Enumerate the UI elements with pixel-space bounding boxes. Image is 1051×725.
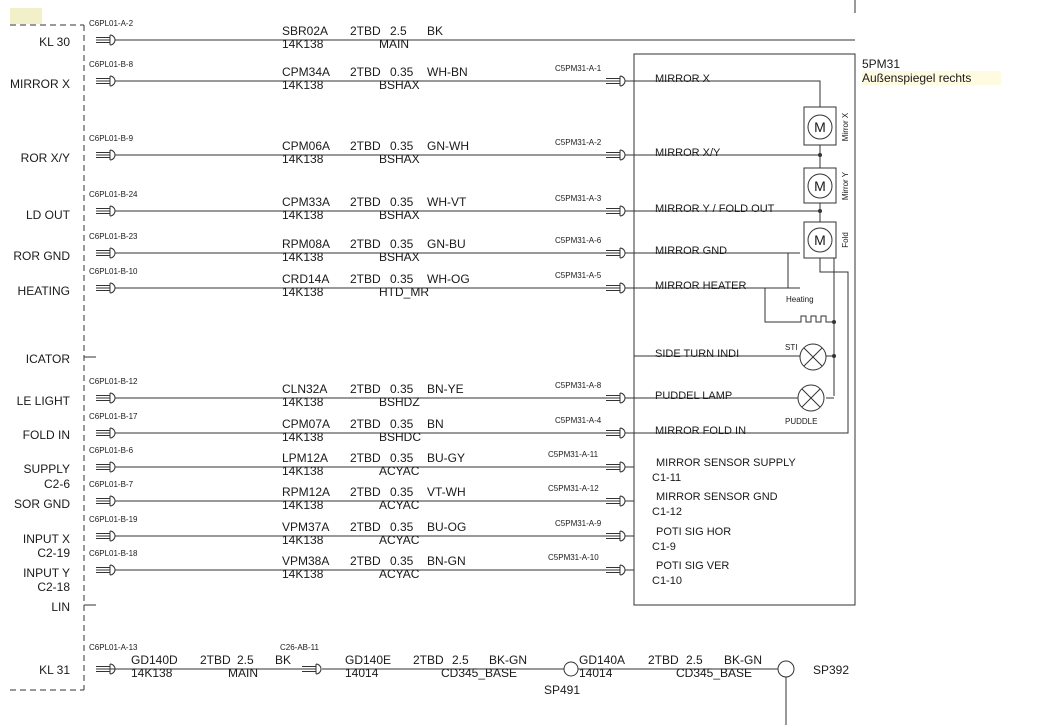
pin-label: C6PL01-B-24 bbox=[89, 190, 138, 199]
connector-icon bbox=[606, 393, 625, 403]
left-label: HEATING bbox=[17, 284, 70, 298]
ground-color-1: BK bbox=[275, 653, 292, 667]
motor-label: Mirror Y bbox=[841, 171, 850, 201]
connector-icon bbox=[606, 565, 625, 575]
remote-pin-label: C5PM31-A-8 bbox=[555, 381, 602, 390]
function-label: POTI SIG VER bbox=[656, 560, 730, 572]
gauge-label: 2TBD bbox=[350, 554, 381, 568]
motor-fold bbox=[804, 222, 850, 258]
left-label: ROR GND bbox=[13, 249, 70, 263]
ground-harness-3: 14014 bbox=[579, 666, 613, 680]
pin-label: C6PL01-A-2 bbox=[89, 19, 134, 28]
wire-row bbox=[89, 515, 731, 553]
pin-label: C6PL01-B-17 bbox=[89, 412, 138, 421]
connector-icon bbox=[96, 150, 115, 160]
ground-harness-2: 14014 bbox=[345, 666, 379, 680]
size-label: 0.35 bbox=[390, 451, 414, 465]
ground-circuit-2: GD140E bbox=[345, 653, 392, 667]
bundle-label: BSHDZ bbox=[379, 395, 420, 409]
ground-harness-1: 14K138 bbox=[131, 666, 173, 680]
connector-icon bbox=[96, 496, 115, 506]
motor-mirror-x bbox=[804, 107, 850, 145]
size-label: 0.35 bbox=[390, 139, 414, 153]
wire-row bbox=[89, 480, 778, 518]
motor-symbol: M bbox=[814, 232, 826, 248]
function-label: MIRROR GND bbox=[655, 245, 728, 257]
ground-color-2: BK-GN bbox=[489, 653, 528, 667]
function-label: MIRROR SENSOR GND bbox=[656, 491, 778, 503]
left-label: KL 31 bbox=[39, 663, 70, 677]
ground-pin-1: C6PL01-A-13 bbox=[89, 643, 138, 652]
bundle-label: ACYAC bbox=[379, 533, 420, 547]
pin-label: C6PL01-B-10 bbox=[89, 267, 138, 276]
connector-icon bbox=[96, 248, 115, 258]
size-label: 0.35 bbox=[390, 485, 414, 499]
harness-label: 14K138 bbox=[282, 430, 324, 444]
harness-label: 14K138 bbox=[282, 78, 324, 92]
splice-sp392-label: SP392 bbox=[813, 663, 850, 677]
circuit-label: VPM37A bbox=[282, 520, 330, 534]
circuit-label: CPM34A bbox=[282, 65, 331, 79]
bundle-label: BSHDC bbox=[379, 430, 422, 444]
connector-icon bbox=[606, 283, 625, 293]
function-label: POTI SIG HOR bbox=[656, 526, 732, 538]
ground-size-2: 2.5 bbox=[452, 653, 469, 667]
connector-icon bbox=[96, 206, 115, 216]
wire-row bbox=[89, 412, 800, 444]
size-label: 0.35 bbox=[390, 272, 414, 286]
splice-sp392-icon bbox=[778, 661, 794, 677]
connector-icon bbox=[606, 206, 625, 216]
harness-label: 14K138 bbox=[282, 395, 324, 409]
connector-icon bbox=[96, 462, 115, 472]
left-label: SUPPLY bbox=[23, 462, 70, 476]
color-label: BK bbox=[427, 24, 444, 38]
ground-bundle-2: CD345_BASE bbox=[441, 666, 518, 680]
pin-label: C6PL01-B-12 bbox=[89, 377, 138, 386]
function-label: MIRROR X/Y bbox=[655, 147, 721, 159]
circuit-label: CPM06A bbox=[282, 139, 331, 153]
remote-pin-label: C5PM31-A-9 bbox=[555, 519, 602, 528]
wire-row bbox=[89, 60, 800, 92]
gauge-label: 2TBD bbox=[350, 65, 381, 79]
pin-label: C6PL01-B-19 bbox=[89, 515, 138, 524]
function-sub-label: C1-11 bbox=[652, 472, 682, 484]
circuit-label: CLN32A bbox=[282, 382, 328, 396]
connector-icon bbox=[606, 531, 625, 541]
circuit-label: RPM08A bbox=[282, 237, 331, 251]
size-label: 0.35 bbox=[390, 382, 414, 396]
harness-label: 14K138 bbox=[282, 498, 324, 512]
color-label: BU-OG bbox=[427, 520, 467, 534]
size-label: 0.35 bbox=[390, 554, 414, 568]
bundle-label: HTD_MR bbox=[379, 285, 429, 299]
remote-pin-label: C5PM31-A-4 bbox=[555, 416, 602, 425]
gauge-label: 2TBD bbox=[350, 382, 381, 396]
circuit-label: CRD14A bbox=[282, 272, 330, 286]
gauge-label: 2TBD bbox=[350, 24, 381, 38]
color-label: WH-VT bbox=[427, 195, 467, 209]
wire-row bbox=[89, 232, 800, 264]
ground-circuit-3: GD140A bbox=[579, 653, 626, 667]
bundle-label: ACYAC bbox=[379, 498, 420, 512]
left-label: FOLD IN bbox=[22, 428, 70, 442]
circuit-label: LPM12A bbox=[282, 451, 329, 465]
left-label: INPUT X bbox=[22, 532, 70, 546]
connector-icon bbox=[606, 496, 625, 506]
wire-row bbox=[89, 19, 855, 51]
left-label: C2-19 bbox=[37, 546, 70, 560]
wire-row bbox=[89, 549, 729, 587]
left-label: MIRROR X bbox=[10, 77, 70, 91]
ground-bundle-3: CD345_BASE bbox=[676, 666, 753, 680]
connector-icon bbox=[96, 428, 115, 438]
connector-icon bbox=[96, 565, 115, 575]
bundle-label: ACYAC bbox=[379, 567, 420, 581]
side-turn-lamp bbox=[800, 344, 826, 370]
connector-icon bbox=[302, 664, 321, 674]
function-sub-label: C1-10 bbox=[652, 575, 682, 587]
remote-pin-label: C5PM31-A-5 bbox=[555, 271, 602, 280]
connector-icon bbox=[96, 531, 115, 541]
gauge-label: 2TBD bbox=[350, 520, 381, 534]
function-label: MIRROR FOLD IN bbox=[655, 425, 747, 437]
ground-gauge-3: 2TBD bbox=[648, 653, 679, 667]
connector-icon bbox=[606, 248, 625, 258]
remote-pin-label: C5PM31-A-10 bbox=[548, 553, 599, 562]
connector-icon bbox=[96, 76, 115, 86]
bundle-label: BSHAX bbox=[379, 152, 420, 166]
size-label: 0.35 bbox=[390, 65, 414, 79]
size-label: 0.35 bbox=[390, 417, 414, 431]
harness-label: 14K138 bbox=[282, 285, 324, 299]
bundle-label: ACYAC bbox=[379, 464, 420, 478]
ground-gauge-1: 2TBD bbox=[200, 653, 231, 667]
remote-pin-label: C5PM31-A-1 bbox=[555, 64, 602, 73]
connector-icon bbox=[606, 428, 625, 438]
remote-pin-label: C5PM31-A-3 bbox=[555, 194, 602, 203]
remote-pin-label: C5PM31-A-11 bbox=[548, 450, 599, 459]
color-label: GN-BU bbox=[427, 237, 466, 251]
pin-label: C6PL01-B-9 bbox=[89, 134, 134, 143]
connector-icon bbox=[96, 35, 115, 45]
motor-symbol: M bbox=[814, 119, 826, 135]
left-label: LIN bbox=[51, 600, 70, 614]
connector-icon bbox=[96, 283, 115, 293]
circuit-label: SBR02A bbox=[282, 24, 329, 38]
heating-label: Heating bbox=[786, 295, 814, 304]
motor-label: Fold bbox=[841, 232, 850, 248]
circuit-label: CPM07A bbox=[282, 417, 331, 431]
puddle-lamp bbox=[798, 385, 824, 411]
circuit-label: VPM38A bbox=[282, 554, 330, 568]
color-label: BU-GY bbox=[427, 451, 466, 465]
bundle-label: MAIN bbox=[379, 37, 409, 51]
pin-label: C6PL01-B-8 bbox=[89, 60, 134, 69]
remote-pin-label: C5PM31-A-12 bbox=[548, 484, 599, 493]
highlight-marker bbox=[10, 8, 42, 24]
wire-row bbox=[89, 267, 800, 299]
component-id: 5PM31 bbox=[862, 57, 901, 71]
size-label: 0.35 bbox=[390, 195, 414, 209]
left-label: LD OUT bbox=[25, 208, 70, 222]
left-label: LE LIGHT bbox=[16, 394, 70, 408]
remote-pin-label: C5PM31-A-2 bbox=[555, 138, 602, 147]
sti-label: STI bbox=[785, 343, 798, 352]
left-label: INPUT Y bbox=[23, 566, 70, 580]
gauge-label: 2TBD bbox=[350, 485, 381, 499]
circuit-label: RPM12A bbox=[282, 485, 331, 499]
gauge-label: 2TBD bbox=[350, 195, 381, 209]
pin-label: C6PL01-B-6 bbox=[89, 446, 134, 455]
left-label: ICATOR bbox=[25, 352, 70, 366]
pin-label: C6PL01-B-18 bbox=[89, 549, 138, 558]
gauge-label: 2TBD bbox=[350, 417, 381, 431]
function-label: PUDDEL LAMP bbox=[655, 390, 733, 402]
component-note bbox=[862, 57, 1001, 85]
motor-label: Mirror X bbox=[841, 112, 850, 142]
left-labels bbox=[10, 35, 71, 677]
ground-bundle-1: MAIN bbox=[228, 666, 258, 680]
wires bbox=[89, 19, 855, 587]
ground-color-3: BK-GN bbox=[724, 653, 763, 667]
harness-label: 14K138 bbox=[282, 567, 324, 581]
left-label: C2-18 bbox=[37, 580, 70, 594]
connector-icon bbox=[606, 150, 625, 160]
ground-size-3: 2.5 bbox=[686, 653, 703, 667]
function-sub-label: C1-9 bbox=[652, 541, 676, 553]
color-label: GN-WH bbox=[427, 139, 469, 153]
splice-sp491-icon bbox=[564, 662, 578, 676]
gauge-label: 2TBD bbox=[350, 139, 381, 153]
color-label: BN bbox=[427, 417, 444, 431]
component-name: Außenspiegel rechts bbox=[862, 71, 1001, 85]
wire-row bbox=[89, 134, 800, 166]
pin-label: C6PL01-B-7 bbox=[89, 480, 134, 489]
bundle-label: BSHAX bbox=[379, 250, 420, 264]
left-label: KL 30 bbox=[39, 35, 70, 49]
size-label: 0.35 bbox=[390, 520, 414, 534]
color-label: VT-WH bbox=[427, 485, 466, 499]
color-label: BN-GN bbox=[427, 554, 466, 568]
color-label: BN-YE bbox=[427, 382, 464, 396]
size-label: 2.5 bbox=[390, 24, 407, 38]
gauge-label: 2TBD bbox=[350, 451, 381, 465]
puddle-label: PUDDLE bbox=[785, 417, 818, 426]
harness-label: 14K138 bbox=[282, 533, 324, 547]
function-label: MIRROR Y / FOLD OUT bbox=[655, 203, 775, 215]
harness-label: 14K138 bbox=[282, 208, 324, 222]
motor-symbol: M bbox=[814, 178, 826, 194]
harness-label: 14K138 bbox=[282, 250, 324, 264]
harness-label: 14K138 bbox=[282, 37, 324, 51]
connector-icon bbox=[606, 76, 625, 86]
ground-gauge-2: 2TBD bbox=[413, 653, 444, 667]
connector-icon bbox=[606, 462, 625, 472]
wire-row bbox=[89, 446, 796, 484]
harness-label: 14K138 bbox=[282, 152, 324, 166]
remote-pin-label: C5PM31-A-6 bbox=[555, 236, 602, 245]
harness-label: 14K138 bbox=[282, 464, 324, 478]
side-turn-label: SIDE TURN INDI bbox=[655, 348, 740, 360]
connector-icon bbox=[96, 393, 115, 403]
motor-mirror-y bbox=[804, 168, 850, 203]
left-label: SOR GND bbox=[13, 497, 70, 511]
function-label: MIRROR HEATER bbox=[655, 280, 747, 292]
circuit-label: CPM33A bbox=[282, 195, 331, 209]
gauge-label: 2TBD bbox=[350, 272, 381, 286]
function-sub-label: C1-12 bbox=[652, 506, 682, 518]
wire-row bbox=[89, 190, 800, 222]
splice-sp491-label: SP491 bbox=[544, 683, 581, 697]
left-label: C2-6 bbox=[43, 477, 70, 491]
ground-line bbox=[89, 643, 849, 725]
color-label: WH-BN bbox=[427, 65, 468, 79]
function-label: MIRROR SENSOR SUPPLY bbox=[656, 457, 796, 469]
bundle-label: BSHAX bbox=[379, 78, 420, 92]
ground-pin-2: C26-AB-11 bbox=[280, 643, 319, 652]
gauge-label: 2TBD bbox=[350, 237, 381, 251]
left-label: ROR X/Y bbox=[20, 151, 70, 165]
pin-label: C6PL01-B-23 bbox=[89, 232, 138, 241]
ground-size-1: 2.5 bbox=[237, 653, 254, 667]
size-label: 0.35 bbox=[390, 237, 414, 251]
color-label: WH-OG bbox=[427, 272, 470, 286]
bundle-label: BSHAX bbox=[379, 208, 420, 222]
ground-circuit-1: GD140D bbox=[131, 653, 178, 667]
wire-row bbox=[89, 377, 800, 409]
function-label: MIRROR X bbox=[655, 73, 710, 85]
